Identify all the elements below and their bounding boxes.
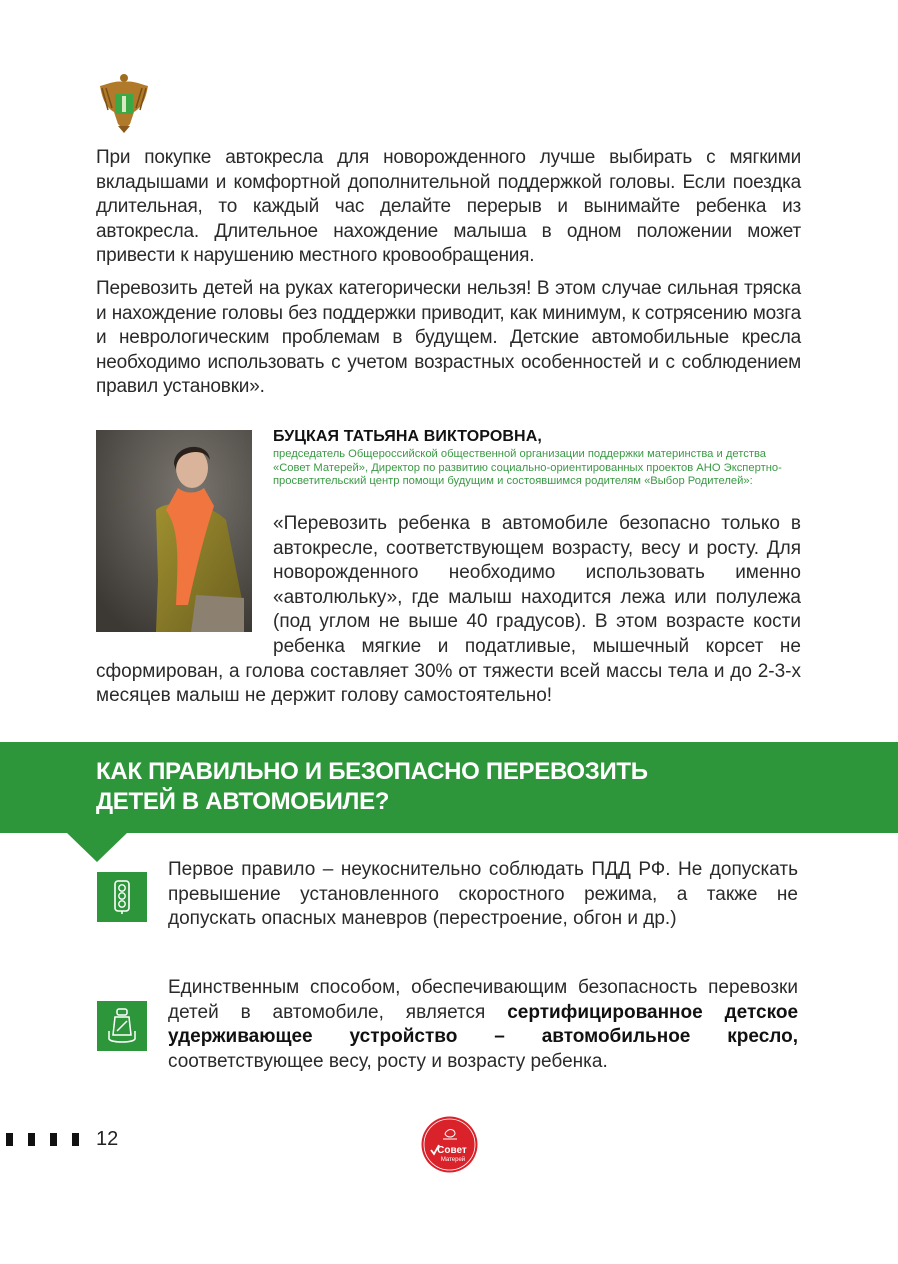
banner-pointer	[67, 833, 127, 862]
logo-text-line2: Матерей	[440, 1157, 466, 1163]
photo-spacer	[96, 512, 273, 635]
intro-paragraph-1: При покупке автокресла для новорожденного лучше выбирать с мягкими вкладышами и комфортной дополнительной поддержкой головы. Если поездка длительная, то каждый час делайте перерыв и вынимайте ребенка из автокресла. Длительное нахождение малыша в одном положении может привести к нарушению местного кровообращения.	[96, 147, 801, 267]
car-seat-icon	[97, 1001, 147, 1051]
page-number: 12	[96, 1128, 119, 1150]
page-mark	[6, 1133, 13, 1146]
intro-paragraph-2: Перевозить детей на руках категорически нельзя! В этом случае сильная тряска и нахождение головы без поддержки приводит, как минимум, к сотрясению мозга и неврологическим проблемам в будущем. Детские автомобильные кресла необходимо использовать с учетом возрастных особенностей и с соблюдением правил установки».	[96, 278, 801, 398]
section-title-line1: КАК ПРАВИЛЬНО И БЕЗОПАСНО ПЕРЕВОЗИТЬ	[96, 758, 648, 785]
author-quote	[96, 512, 801, 709]
author-role: председатель Общероссийской общественной организации поддержки материнства и детства «Совет Матерей», Директор по развитию социально-ориентированных проектов АНО Экспертно-просветительский центр помощи будущим и состоявшимся родителям «Выбор Родителей»:	[273, 448, 782, 487]
rule-2-text-bold: сертифицированное детское удерживающее устройство – автомобильное кресло,	[168, 1001, 799, 1048]
section-title	[96, 757, 648, 817]
traffic-light-icon	[97, 872, 147, 922]
page-mark	[72, 1133, 79, 1146]
rule-2-text-after: соответствующее весу, росту и возрасту ребенка.	[168, 1050, 608, 1072]
rule-2-text	[168, 976, 798, 1074]
page-mark	[50, 1133, 57, 1146]
sovet-materey-logo	[421, 1116, 478, 1173]
section-banner	[0, 742, 898, 833]
page-mark	[28, 1133, 35, 1146]
author-name: БУЦКАЯ ТАТЬЯНА ВИКТОРОВНА,	[273, 428, 542, 445]
rule-2-text-before: Единственным способом, обеспечивающим безопасность перевозки детей в автомобиле, является	[168, 977, 798, 1023]
rule-1-text: Первое правило – неукоснительно соблюдать ПДД РФ. Не допускать превышение установленного скоростного режима, а также не допускать опасных маневров (перестроение, обгон и др.)	[168, 859, 798, 930]
section-title-line2: ДЕТЕЙ В АВТОМОБИЛЕ?	[96, 788, 390, 815]
logo-text-line1: Совет	[437, 1145, 467, 1156]
page-marks	[6, 1133, 79, 1146]
author-quote-text: «Перевозить ребенка в автомобиле безопасно только в автокресле, соответствующем возрасту, весу и росту. Для новорожденного необходимо использовать именно «автолюльку», где малыш находится лежа или полулежа (под углом не выше 40 градусов). В этом возрасте кости ребенка мягкие и податливые, мышечный корсет не сформирован, а голова составляет 30% от тяжести всей массы тела и до 2-3-х месяцев малыш не держит голову самостоятельно!	[96, 513, 801, 707]
russian-eagle-emblem-icon	[96, 72, 152, 134]
